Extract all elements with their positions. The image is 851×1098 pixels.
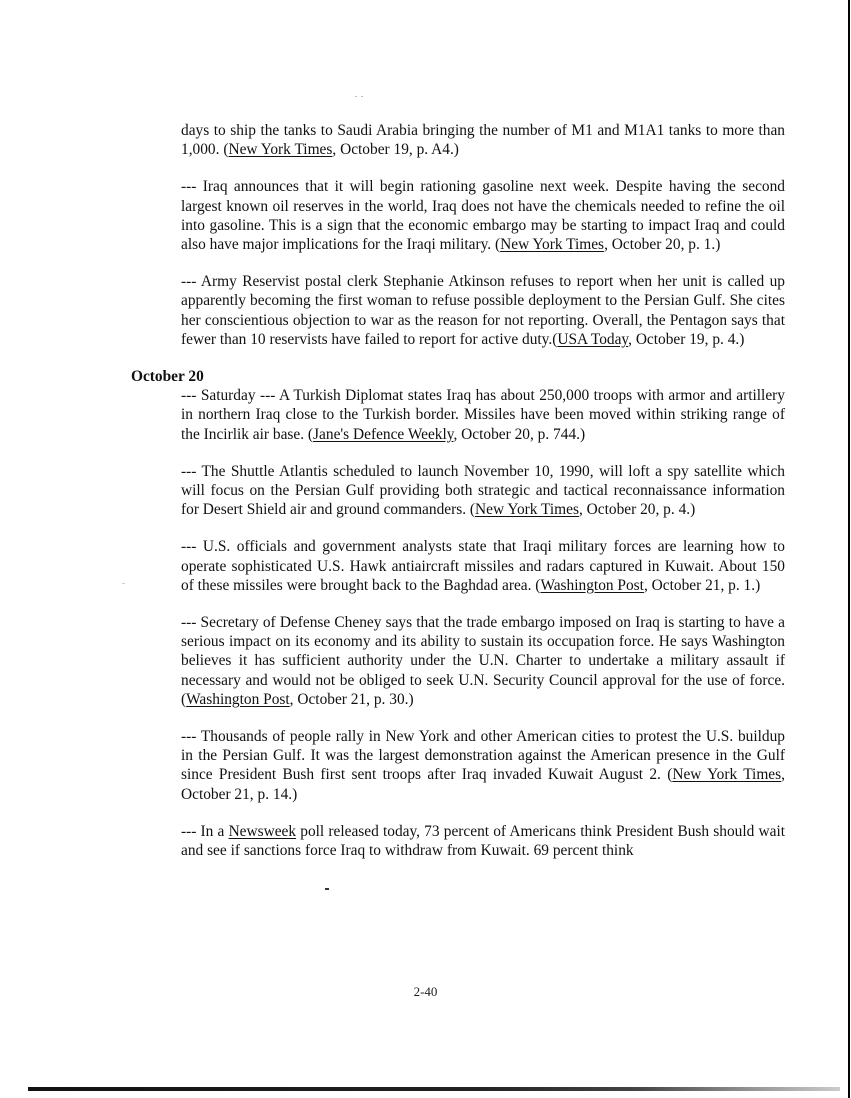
source-citation: New York Times <box>228 141 333 159</box>
scan-speck <box>122 583 125 584</box>
chronology-entry <box>181 386 785 444</box>
entry-citation-tail: , October 19, p. A4.) <box>332 141 459 159</box>
chronology-entry <box>181 177 785 254</box>
entry-text: --- Army Reservist postal clerk Stephanie Atkinson refuses to report when her unit is called up apparently becoming the first woman to refuse possible deployment to the Persian Gulf. She cites her conscientious objection to war as the reason for not reporting. Overall, the Pentagon says that fewer than 10 reservists have failed to report for active duty.( <box>181 273 785 348</box>
chronology-entry <box>181 272 785 349</box>
scan-speck <box>361 96 363 97</box>
source-citation: New York Times <box>500 236 605 254</box>
chronology-entry <box>181 121 785 159</box>
entry-citation-tail: , October 19, p. 4.) <box>628 330 745 348</box>
source-citation: Washington Post <box>540 576 644 594</box>
bottom-rule <box>28 1087 840 1091</box>
chronology-entry <box>181 727 785 804</box>
chronology-entry <box>181 613 785 709</box>
entry-citation-tail: poll released today, 73 percent of Americans think President Bush should wait and see if sanctions force Iraq to withdraw from Kuwait. 69 percent think <box>181 822 786 860</box>
source-citation: Washington Post <box>186 690 290 708</box>
entry-text: --- Saturday --- A Turkish Diplomat states Iraq has about 250,000 troops with armor and artillery in northern Iraq close to the Turkish border. Missiles have been moved within striking range of the Incirlik air base. ( <box>181 387 785 443</box>
entry-citation-tail: , October 21, p. 1.) <box>643 576 761 594</box>
source-citation: Jane's Defence Weekly <box>313 425 454 443</box>
source-citation: New York Times <box>475 501 579 519</box>
page-right-border <box>848 0 850 1098</box>
chronology-entry <box>181 822 785 860</box>
document-page <box>131 121 786 878</box>
entry-text: --- The Shuttle Atlantis scheduled to launch November 10, 1990, will loft a spy satellite which will focus on the Persian Gulf providing both strategic and tactical reconnaissance information for Desert Shield air and ground commanders. ( <box>181 462 785 519</box>
scan-mark <box>325 888 329 890</box>
entry-citation-tail: , October 21, p. 30.) <box>289 690 414 708</box>
entry-citation-tail: , October 20, p. 4.) <box>578 501 696 519</box>
entry-text: --- Iraq announces that it will begin rationing gasoline next week. Despite having the second largest known oil reserves in the world, Iraq does not have the chemicals needed to refine the oil into gasoline. This is a sign that the economic embargo may be starting to impact Iraq and could also have major implications for the Iraqi military. ( <box>181 178 785 254</box>
scan-speck <box>355 96 357 97</box>
source-citation: Newsweek <box>228 822 297 840</box>
date-heading: October 20 <box>131 368 204 386</box>
chronology-entry <box>181 537 785 595</box>
entry-citation-tail: , October 21, p. 14.) <box>181 766 785 803</box>
entry-text: --- Secretary of Defense Cheney says that the trade embargo imposed on Iraq is starting to have a serious impact on its economy and its ability to sustain its occupation force. He says Washington believes it has sufficient authority under the U.N. Charter to undertake a military assault if necessary and would not be obliged to seek U.N. Security Council approval for the use of force. ( <box>181 614 785 708</box>
entry-text: days to ship the tanks to Saudi Arabia bringing the number of M1 and M1A1 tanks to more than 1,000. ( <box>181 122 785 159</box>
source-citation: USA Today <box>557 330 629 348</box>
source-citation: New York Times <box>672 766 782 784</box>
entry-text: --- U.S. officials and government analysts state that Iraqi military forces are learning how to operate sophisticated U.S. Hawk antiaircraft missiles and radars captured in Kuwait. About 150 of these missiles were brought back to the Baghdad area. ( <box>181 538 785 594</box>
entry-text: --- Thousands of people rally in New York and other American cities to protest the U.S. buildup in the Persian Gulf. It was the largest demonstration against the American presence in the Gulf since President Bush first sent troops after Iraq invaded Kuwait August 2. ( <box>181 728 785 784</box>
entry-citation-tail: , October 20, p. 1.) <box>604 236 721 254</box>
page-number: 2-40 <box>413 984 438 999</box>
entry-text: --- In a <box>181 822 229 840</box>
entry-citation-tail: , October 20, p. 744.) <box>453 425 586 443</box>
chronology-entry <box>181 462 785 520</box>
